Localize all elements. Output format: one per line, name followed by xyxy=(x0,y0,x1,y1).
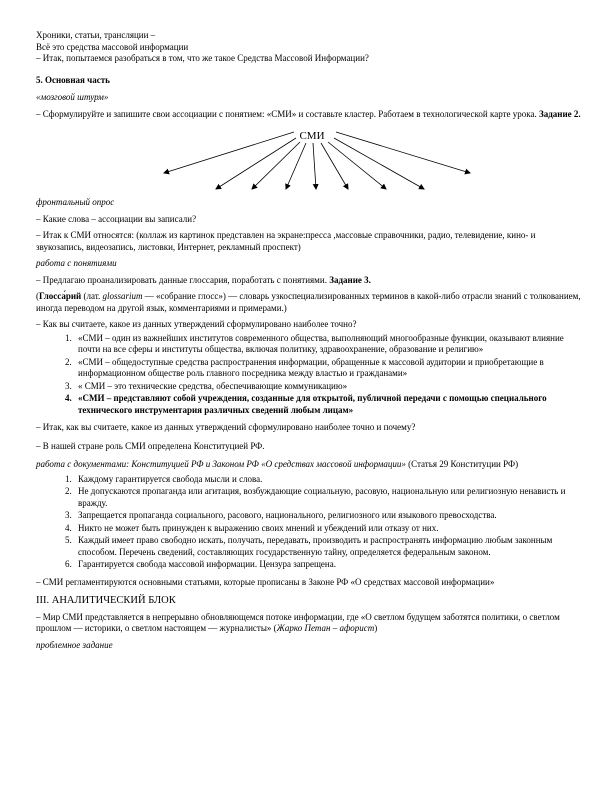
glossary-task xyxy=(36,275,581,287)
smi-types-list: – Итак к СМИ относятся: (коллаж из картинок представлен на экране:пресса ,массовые справочники, радио, телевидение, кино- и звукозапись, видеозапись, листовки, Интернет, рекламный проспект) xyxy=(36,230,536,252)
constitution-intro: – В нашей стране роль СМИ определена Конституцией РФ. xyxy=(36,440,265,451)
intro-line-2: Всё это средства массовой информации xyxy=(36,41,189,52)
cluster-arrow xyxy=(336,132,470,173)
documents-task-italic: работа с документами: Конституцией РФ и Законом РФ «О средствах массовой информации» xyxy=(36,459,406,469)
section-5-heading: 5. Основная часть xyxy=(36,74,110,85)
list-item: 2. Не допускаются пропаганда или агитация, возбуждающие социальную, расовую, национальную или религиозную ненависть и вражду. xyxy=(74,486,581,509)
brainstorm-label: «мозговой штурм» xyxy=(36,92,109,102)
glossary-term: Глосса́рий xyxy=(39,291,82,301)
cluster-task xyxy=(36,109,581,121)
glossary-lat-word: glossarium xyxy=(102,291,143,301)
documents-task-plain: (Статья 29 Конституции РФ) xyxy=(405,459,519,469)
list-item: 5. Каждый имеет право свободно искать, получать, передавать, производить и распространять информацию любым законным способом. Перечень сведений, составляющих государственную тайну, определяется федеральным законом. xyxy=(74,535,581,558)
cluster-center-label: СМИ xyxy=(299,130,325,142)
list-item: 1. Каждому гарантируется свобода мысли и слова. xyxy=(74,474,581,486)
cluster-arrow xyxy=(328,142,386,189)
list-item: 3. « СМИ – это технические средства, обеспечивающие коммуникацию» xyxy=(74,381,581,393)
problem-task-label: проблемное задание xyxy=(36,639,113,650)
list-item: 6. Гарантируется свобода массовой информации. Цензура запрещена. xyxy=(74,559,581,571)
question-associations: – Какие слова – ассоциации вы записали? xyxy=(36,213,197,224)
glossary-definition xyxy=(36,291,581,314)
document-page xyxy=(36,30,581,651)
glossary-task-text: – Предлагаю проанализировать данные глоссария, поработать с понятиями. xyxy=(36,274,330,285)
list-item: 4. Никто не может быть принужден к выражению своих мнений и убеждений или отказу от них. xyxy=(74,523,581,535)
glossary-open-paren: ( xyxy=(36,291,39,301)
media-quote xyxy=(36,612,581,635)
list-item: 2. «СМИ – общедоступные средства распространения информации, обращенные к массовой аудитории и приобретающие в информационном обществе роль главного посредника между властью и гражданами» xyxy=(74,357,581,380)
intro-line-3: – Итак, попытаемся разобраться в том, что же такое Средства Массовой Информации? xyxy=(36,53,369,63)
cluster-arrow xyxy=(313,143,316,189)
frontal-survey-label: фронтальный опрос xyxy=(36,197,115,207)
cluster-arrow xyxy=(334,138,424,189)
media-quote-close: ) xyxy=(374,623,378,633)
smi-cluster-diagram xyxy=(36,126,581,192)
question-most-accurate: – Итак, как вы считаете, какое из данных утверждений сформулировано наиболее точно и почему? xyxy=(36,422,416,432)
media-quote-author: Жарко Петан – афорист xyxy=(276,623,375,633)
glossary-rest: — «собрание глосс») — словарь узкоспециализированных терминов в какой-либо отрасли знаний с толкованием, иногда переводом на другой язык, комментариями и примерами.) xyxy=(36,291,581,313)
cluster-arrow xyxy=(286,143,306,189)
cluster-task-text: – Сформулируйте и запишите свои ассоциации с понятием: «СМИ» и составьте кластер. Работаем в технологической карте урока. xyxy=(36,108,539,119)
intro-line-1: Хроники, статьи, трансляции – xyxy=(36,30,156,40)
media-quote-text: – Мир СМИ представляется в непрерывно обновляющемся потоке информации, где «О светлом будущем заботятся политики, о светлом прошлом — историки, о светлом настоящем — журналисты» ( xyxy=(36,611,560,633)
glossary-lat-prefix: (лат. xyxy=(81,291,103,301)
list-item: 3. Запрещается пропаганда социального, расового, национального, религиозного или языкового превосходства. xyxy=(74,510,581,522)
cluster-arrow xyxy=(252,142,300,189)
documents-task-label xyxy=(36,459,581,471)
list-item: 1. «СМИ – один из важнейших институтов современного общества, выполняющий многообразные функции, оказывают влияние почти на все сферы и институты общества, включая политику, здравоохранение, образование и религию» xyxy=(74,333,581,356)
section-3-heading: III. АНАЛИТИЧЕСКИЙ БЛОК xyxy=(36,595,176,606)
glossary-task-number: Задание 3. xyxy=(329,274,371,285)
list-item: 4. «СМИ – представляют собой учреждения, созданные для открытой, публичной передачи с помощью специального технического инструментария различных сведений любым лицам» xyxy=(74,393,581,416)
concepts-label: работа с понятиями xyxy=(36,258,117,268)
article-29-list xyxy=(36,474,581,571)
law-reference: – СМИ регламентируются основными статьями, которые прописаны в Законе РФ «О средствах массовой информации» xyxy=(36,576,495,587)
cluster-task-number: Задание 2. xyxy=(538,108,581,119)
cluster-arrow xyxy=(321,143,348,189)
definitions-list xyxy=(36,333,581,417)
cluster-arrow xyxy=(216,138,296,189)
question-definitions: – Как вы считаете, какое из данных утверждений сформулировано наиболее точно? xyxy=(36,319,357,329)
